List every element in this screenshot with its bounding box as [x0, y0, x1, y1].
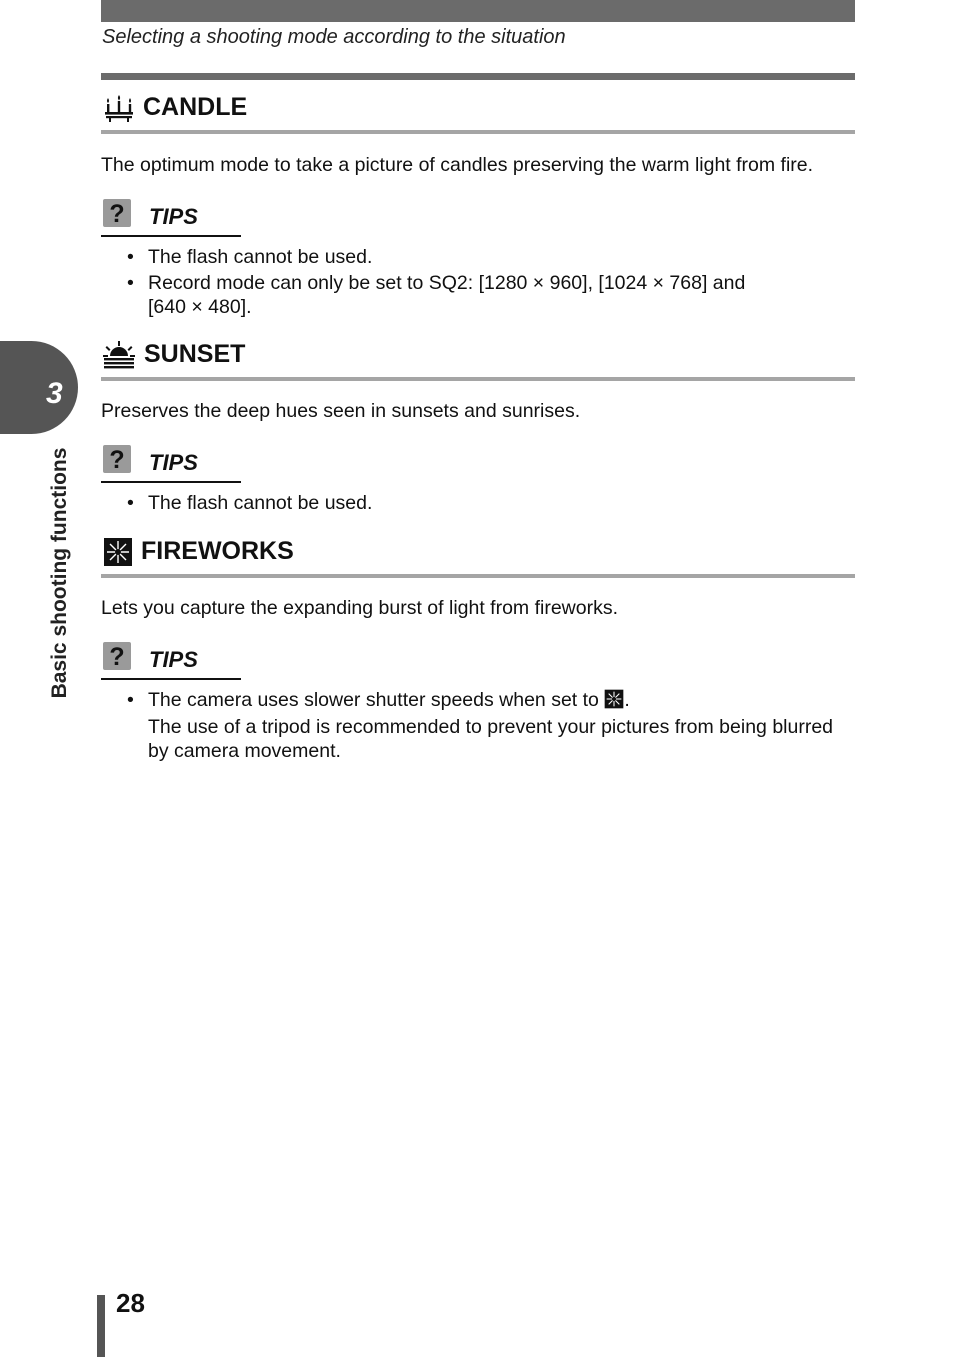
section-title: CANDLE	[143, 93, 248, 121]
running-head: Selecting a shooting mode according to the situation	[102, 26, 566, 48]
list-item-continuation: by camera movement.	[148, 740, 341, 762]
section-rule	[101, 574, 855, 578]
svg-text:?: ?	[109, 643, 125, 670]
section-rule	[101, 130, 855, 134]
section-candle-heading	[101, 93, 855, 133]
section-fireworks-heading	[101, 537, 855, 577]
svg-text:?: ?	[109, 200, 125, 227]
list-item-continuation: [640 × 480].	[148, 296, 252, 318]
svg-text:?: ?	[109, 446, 125, 473]
section-title: FIREWORKS	[141, 537, 294, 565]
tips-label: TIPS	[149, 647, 198, 672]
section-sunset-heading	[101, 340, 855, 380]
list-item: • The camera uses slower shutter speeds when set to .	[127, 688, 833, 715]
tips-heading	[101, 199, 241, 237]
header-rule	[101, 73, 855, 80]
chapter-number: 3	[46, 377, 63, 410]
list-item: • The flash cannot be used.	[127, 492, 373, 514]
page-number: 28	[116, 1288, 145, 1318]
tips-label: TIPS	[149, 204, 198, 229]
header-bar	[101, 0, 855, 22]
tips-list	[127, 688, 833, 765]
section-title: SUNSET	[144, 340, 246, 368]
section-description: The optimum mode to take a picture of candles preserving the warm light from fire.	[101, 154, 814, 176]
tips-heading	[101, 445, 241, 483]
fireworks-icon	[604, 689, 624, 715]
chapter-tab	[0, 341, 78, 434]
question-icon	[103, 199, 131, 227]
list-item: • The flash cannot be used.	[127, 246, 373, 268]
tips-heading	[101, 642, 241, 680]
question-icon	[103, 445, 131, 473]
sunset-icon	[103, 340, 135, 375]
tips-label: TIPS	[149, 450, 198, 475]
fireworks-icon	[103, 537, 133, 572]
section-rule	[101, 377, 855, 381]
section-description: Lets you capture the expanding burst of light from fireworks.	[101, 597, 619, 619]
page-number-bar	[97, 1295, 105, 1357]
tips-list	[127, 491, 372, 517]
chapter-label: Basic shooting functions	[48, 447, 71, 699]
list-item: • Record mode can only be set to SQ2: [1280 × 960], [1024 × 768] and	[127, 272, 746, 294]
tips-list	[127, 245, 745, 321]
section-description: Preserves the deep hues seen in sunsets and sunrises.	[101, 400, 581, 422]
list-item-continuation: The use of a tripod is recommended to prevent your pictures from being blurred	[148, 716, 834, 738]
question-icon	[103, 642, 131, 670]
candle-icon	[103, 93, 135, 128]
